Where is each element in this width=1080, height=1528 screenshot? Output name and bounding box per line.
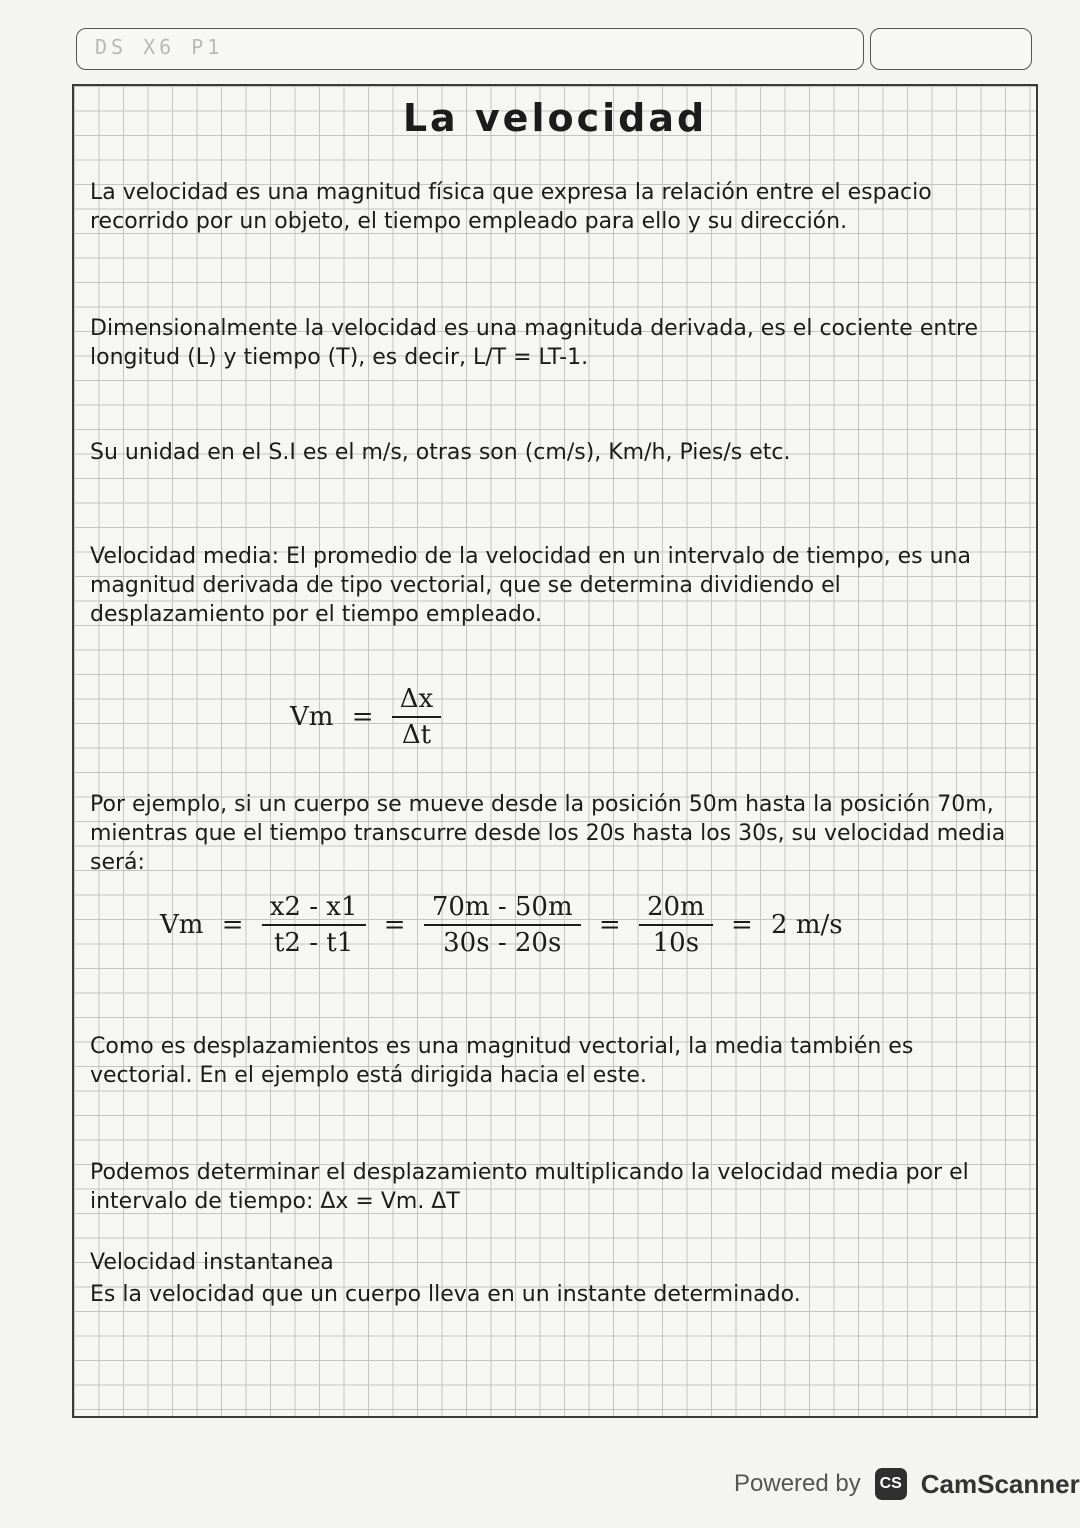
- formula2-den-2: 30s - 20s: [443, 928, 562, 958]
- formula2-fraction-1: [262, 892, 366, 958]
- formula2-den-1: t2 - t1: [273, 928, 354, 958]
- paragraph-instantanea: Es la velocidad que un cuerpo lleva en un instante determinado.: [90, 1282, 801, 1307]
- formula2-num-3: 20m: [639, 892, 713, 926]
- formula2-equals-2: =: [383, 910, 406, 940]
- formula2-den-3: 10s: [652, 928, 700, 958]
- formula-ejemplo: [160, 892, 843, 958]
- formula2-num-1: x2 - x1: [262, 892, 366, 926]
- formula2-fraction-3: [639, 892, 713, 958]
- heading-velocidad-instantanea: Velocidad instantanea: [90, 1250, 334, 1275]
- paragraph-ejemplo: Por ejemplo, si un cuerpo se mueve desde la posición 50m hasta la posición 70m, mientras que el tiempo transcurre desde los 20s hasta los 30s, su velocidad media será:: [90, 792, 1006, 875]
- camscanner-logo-icon: CS: [875, 1468, 907, 1500]
- formula-numerator: Δx: [392, 684, 441, 718]
- paragraph-units: Su unidad en el S.I es el m/s, otras son (cm/s), Km/h, Pies/s etc.: [90, 440, 791, 465]
- formula-lhs: Vm: [290, 702, 334, 732]
- formula2-fraction-2: [424, 892, 581, 958]
- paragraph-dimensional: Dimensionalmente la velocidad es una magnituda derivada, es el cociente entre longitud (L) y tiempo (T), es decir, L/T = LT-1.: [90, 316, 979, 370]
- notebook-sheet: [72, 84, 1038, 1418]
- camscanner-brand: CamScanner: [920, 1468, 1080, 1499]
- formula2-num-2: 70m - 50m: [424, 892, 581, 926]
- powered-by-label: Powered by: [734, 1470, 861, 1497]
- formula-denominator: Δt: [401, 720, 432, 750]
- formula2-result: 2 m/s: [771, 910, 843, 940]
- header-code: DS X6 P1: [95, 35, 224, 59]
- formula2-equals-3: =: [598, 910, 621, 940]
- formula2-lhs: Vm: [160, 910, 204, 940]
- paragraph-definition: La velocidad es una magnitud física que expresa la relación entre el espacio recorrido por un objeto, el tiempo empleado para ello y su dirección.: [90, 180, 932, 234]
- formula2-equals-4: =: [730, 910, 753, 940]
- formula-velocidad-media: [290, 684, 441, 750]
- header-date-field: [870, 28, 1032, 70]
- formula2-equals-1: =: [221, 910, 244, 940]
- paragraph-desplazamiento: Podemos determinar el desplazamiento multiplicando la velocidad media por el intervalo de tiempo: Δx = Vm. ΔT: [90, 1160, 969, 1214]
- camscanner-watermark: [734, 1468, 1080, 1500]
- formula-fraction: [392, 684, 441, 750]
- formula-equals: =: [351, 702, 374, 732]
- paragraph-velocidad-media: Velocidad media: El promedio de la velocidad en un intervalo de tiempo, es una magnitud derivada de tipo vectorial, que se determina dividiendo el desplazamiento por el tiempo empleado.: [90, 544, 971, 627]
- paragraph-vectorial: Como es desplazamientos es una magnitud vectorial, la media también es vectorial. En el ejemplo está dirigida hacia el este.: [90, 1034, 914, 1088]
- page-title: La velocidad: [402, 96, 708, 140]
- header-field: [76, 28, 864, 70]
